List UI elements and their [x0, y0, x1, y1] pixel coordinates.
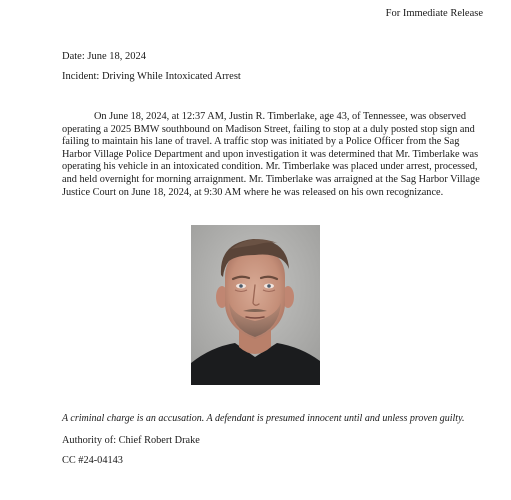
case-number: CC #24-04143: [62, 455, 123, 466]
booking-photo: [191, 225, 320, 385]
incident-title: Incident: Driving While Intoxicated Arrest: [62, 71, 241, 82]
release-notice: For Immediate Release: [385, 8, 483, 19]
release-date: Date: June 18, 2024: [62, 51, 146, 62]
authority-line: Authority of: Chief Robert Drake: [62, 435, 200, 446]
booking-photo-image: [191, 225, 320, 385]
incident-description: On June 18, 2024, at 12:37 AM, Justin R. Timberlake, age 43, of Tennessee, was observed operating a 2025 BMW southbound on Madison Street, failing to stop at a duly posted stop sign and failing to maintain his lane of travel. A traffic stop was initiated by a Police Officer from the Sag Harbor Village Police Department and upon investigation it was determined that Mr. Timberlake was operating his vehicle in an intoxicated condition. Mr. Timberlake was placed under arrest, processed, and held overnight for morning arraignment. Mr. Timberlake was arraigned at the Sag Harbor Village Justice Court on June 18, 2024, at 9:30 AM where he was released on his own recognizance.: [62, 111, 480, 198]
legal-disclaimer: A criminal charge is an accusation. A defendant is presumed innocent until and unless proven guilty.: [62, 413, 465, 424]
